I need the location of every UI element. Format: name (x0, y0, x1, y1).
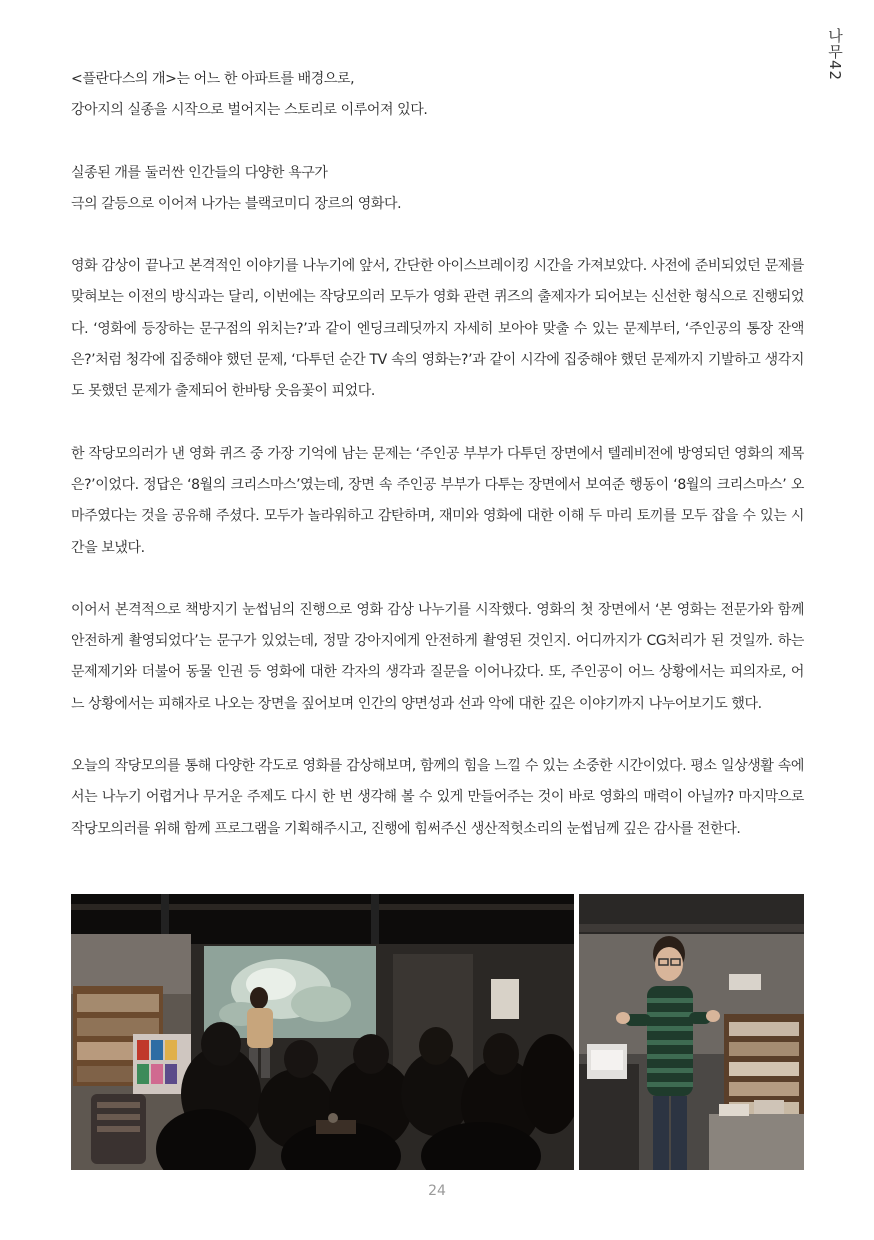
paragraph-quiz: 한 작당모의러가 낸 영화 퀴즈 중 가장 기억에 남는 문제는 ‘주인공 부부가 다투던 장면에서 텔레비전에 방영되던 영화의 제목은?’이었다. 정답은 ‘8월의 크리스마스’였는데, 장면 속 주인공 부부가 다투는 장면에서 보여준 행동이 ‘8월의 크리스마스’ 오마주였다는 것을 공유해 주셨다. 모두가 놀라워하고 감탄하며, 재미와 영화에 대한 이해 두 마리 토끼를 모두 잡을 수 있는 시간을 보냈다. (71, 445, 804, 556)
paragraph-line: 강아지의 실종을 시작으로 벌어지는 스토리로 이루어져 있다. (71, 102, 428, 119)
paragraph-discussion: 이어서 본격적으로 책방지기 눈썹님의 진행으로 영화 감상 나누기를 시작했다. 영화의 첫 장면에서 ‘본 영화는 전문가와 함께 안전하게 촬영되었다’는 문구가 있었는데, 정말 강아지에게 안전하게 촬영된 것인지. 어디까지가 CG처리가 된 것일까. 하는 문제제기와 더불어 동물 인권 등 영화에 대한 각자의 생각과 질문을 이어나갔다. 또, 주인공이 어느 상황에서는 피의자로, 어느 상황에서는 피해자로 나오는 장면을 짚어보며 인간의 양면성과 선과 악에 대한 깊은 이야기까지 나누어보기도 했다. (71, 601, 804, 712)
paragraph-line: 극의 갈등으로 이어져 나가는 블랙코미디 장르의 영화다. (71, 195, 402, 212)
paragraph-icebreaking: 영화 감상이 끝나고 본격적인 이야기를 나누기에 앞서, 간단한 아이스브레이킹 시간을 가져보았다. 사전에 준비되었던 문제를 맞혀보는 이전의 방식과는 달리, 이번에는 작당모의러 모두가 영화 관련 퀴즈의 출제자가 되어보는 신선한 형식으로 진행되었다. ‘영화에 등장하는 문구점의 위치는?’과 같이 엔딩크레딧까지 자세히 보아야 맞출 수 있는 문제부터, ‘주인공의 통장 잔액은?’처럼 청각에 집중해야 했던 문제, ‘다투던 순간 TV 속의 영화는?’과 같이 시각에 집중해야 했던 문제까지 기발하고 생각지도 못했던 문제가 출제되어 한바탕 웃음꽃이 피었다. (71, 258, 804, 400)
photo-row (71, 894, 804, 1170)
speaker-photo (579, 894, 804, 1170)
paragraph-genre (71, 158, 804, 221)
paragraph-closing: 오늘의 작당모의를 통해 다양한 각도로 영화를 감상해보며, 함께의 힘을 느낄 수 있는 소중한 시간이었다. 평소 일상생활 속에서는 나누기 어렵거나 무거운 주제도 다시 한 번 생각해 볼 수 있게 만들어주는 것이 바로 영화의 매력이 아닐까? 마지막으로 작당모의러를 위해 함께 프로그램을 기획해주시고, 진행에 힘써주신 생산적헛소리의 눈썹님께 깊은 감사를 전한다. (71, 758, 804, 837)
screening-room-photo (71, 894, 574, 1170)
paragraph-intro (71, 64, 804, 127)
page-number: 24 (428, 1183, 446, 1199)
article-body (71, 64, 804, 876)
magazine-side-title: 나무42 (826, 28, 844, 82)
paragraph-line: 실종된 개를 둘러싼 인간들의 다양한 욕구가 (71, 164, 328, 181)
paragraph-line: <플란다스의 개>는 어느 한 아파트를 배경으로, (71, 71, 355, 87)
